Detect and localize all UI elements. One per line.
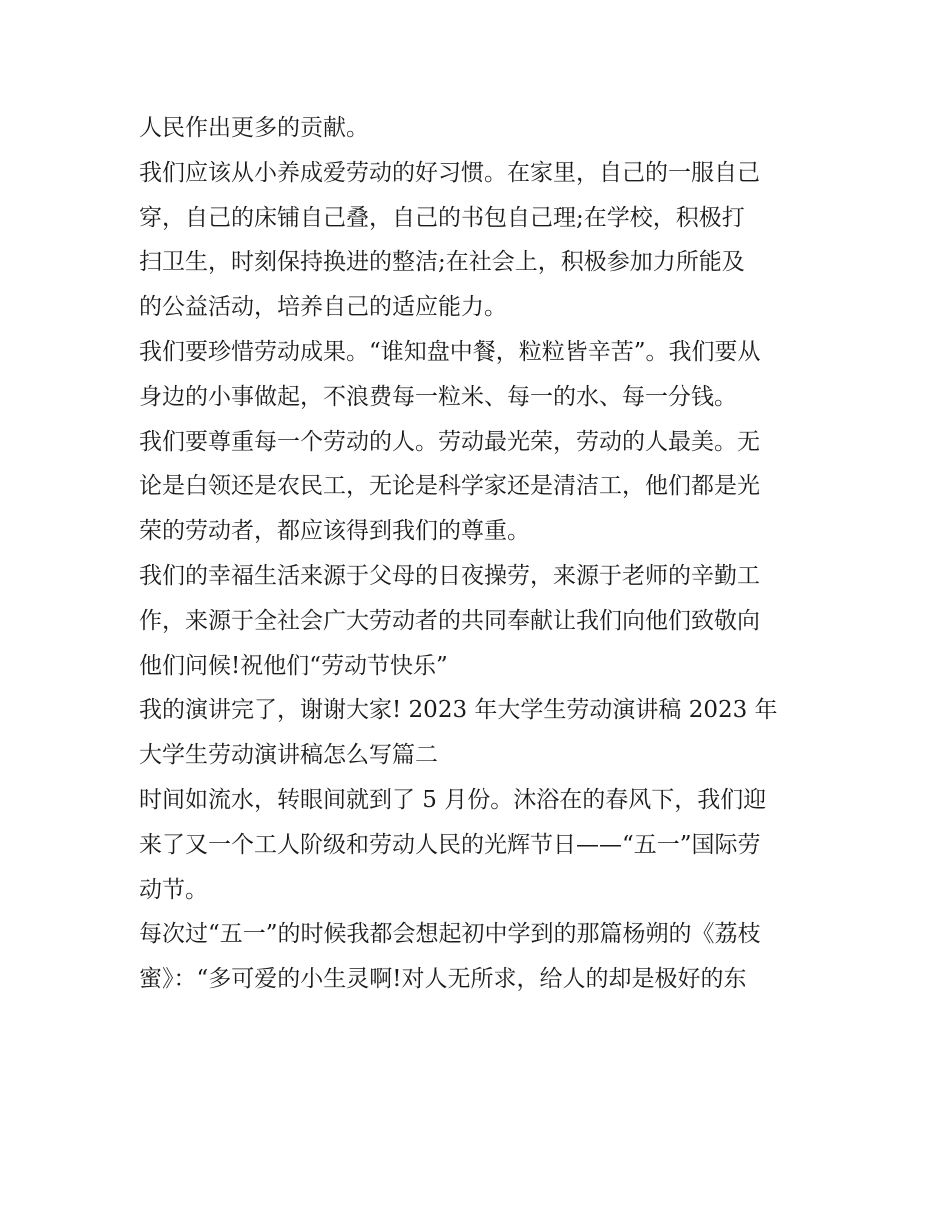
text-line-14: 我的演讲完了，谢谢大家! 2023 年大学生劳动演讲稿 2023 年: [139, 697, 778, 724]
text-line-6: 我们要珍惜劳动成果。“谁知盘中餐，粒粒皆辛苦”。我们要从: [139, 338, 761, 365]
text-line-9: 论是白领还是农民工，无论是科学家还是清洁工，他们都是光: [139, 473, 760, 500]
text-line-15: 大学生劳动演讲稿怎么写篇二: [139, 742, 438, 769]
text-line-4: 扫卫生，时刻保持换进的整洁;在社会上，积极参加力所能及: [139, 249, 745, 276]
text-line-12: 作，来源于全社会广大劳动者的共同奉献让我们向他们致敬向: [139, 607, 760, 634]
text-line-7: 身边的小事做起，不浪费每一粒米、每一的水、每一分钱。: [139, 383, 737, 410]
document-body: [139, 106, 829, 1002]
text-line-13: 他们问候!祝他们“劳动节快乐”: [139, 652, 448, 679]
text-line-8: 我们要尊重每一个劳动的人。劳动最光荣，劳动的人最美。无: [139, 428, 760, 455]
text-line-16: 时间如流水，转眼间就到了 5 月份。沐浴在的春风下，我们迎: [139, 786, 767, 813]
text-line-20: 蜜》：“多可爱的小生灵啊!对人无所求，给人的却是极好的东: [139, 966, 747, 993]
text-line-10: 荣的劳动者，都应该得到我们的尊重。: [139, 518, 530, 545]
text-line-18: 动节。: [139, 876, 208, 903]
text-line-1: 人民作出更多的贡献。: [139, 115, 369, 141]
text-line-19: 每次过“五一”的时候我都会想起初中学到的那篇杨朔的《荔枝: [139, 921, 761, 948]
text-line-3: 穿，自己的床铺自己叠，自己的书包自己理;在学校，积极打: [139, 204, 745, 231]
text-line-11: 我们的幸福生活来源于父母的日夜操劳，来源于老师的辛勤工: [139, 562, 760, 589]
text-line-5: 的公益活动，培养自己的适应能力。: [139, 294, 507, 321]
text-line-2: 我们应该从小养成爱劳动的好习惯。在家里，自己的一服自己: [139, 159, 760, 186]
text-line-17: 来了又一个工人阶级和劳动人民的光辉节日——“五一”国际劳: [139, 831, 761, 858]
